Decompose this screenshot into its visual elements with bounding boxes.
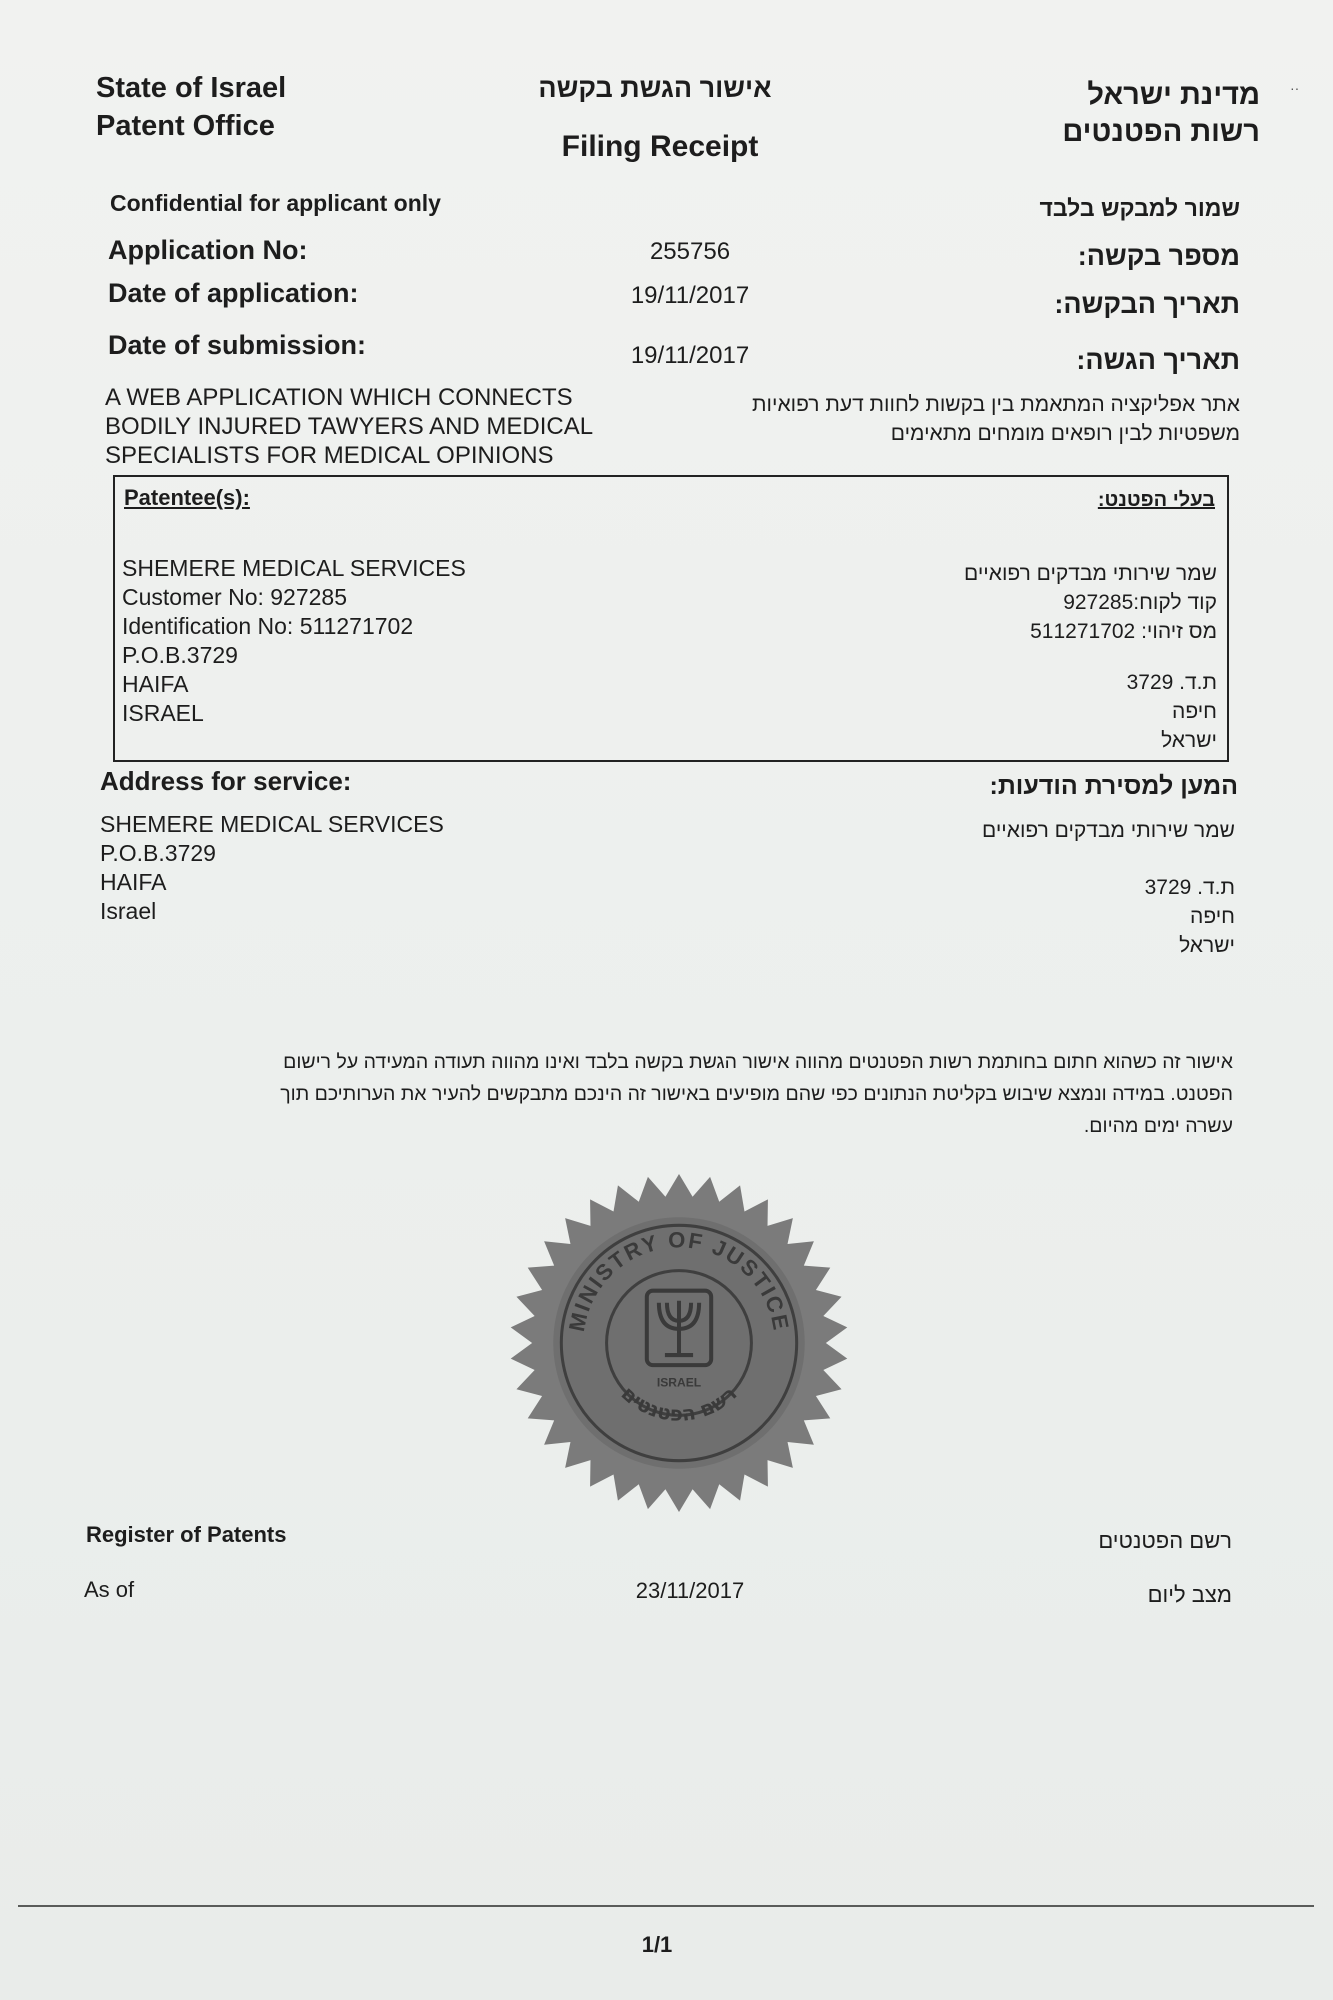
as-of-en: As of xyxy=(84,1577,135,1602)
patentee-title-he: בעלי הפטנט: xyxy=(1097,489,1215,511)
title-he: אישור הגשת בקשה xyxy=(538,73,772,103)
date-submission-label-he: תאריך הגשה: xyxy=(1076,345,1240,375)
subject-he-line: אתר אפליקציה המתאמת בין בקשות לחוות דעת רפואיות xyxy=(752,393,1240,416)
notice-paragraph xyxy=(100,1046,1233,1142)
date-submission-label-en: Date of submission: xyxy=(108,330,367,360)
date-application-value: 19/11/2017 xyxy=(630,282,750,309)
subject-he-line: משפטיות לבין רופאים מומחים מתאימים xyxy=(890,422,1240,445)
subject-en-line: SPECIALISTS FOR MEDICAL OPINIONS xyxy=(105,442,554,469)
patentee-line-he: מס זיהוי: 511271702 xyxy=(1030,620,1217,643)
register-en: Register of Patents xyxy=(86,1522,287,1547)
date-application-label-en: Date of application: xyxy=(108,278,359,308)
as-of-he: מצב ליום xyxy=(1147,1582,1232,1607)
confidential-he: שמור למבקש בלבד xyxy=(1039,195,1240,221)
office-en: Patent Office xyxy=(96,110,275,142)
service-line-en: SHEMERE MEDICAL SERVICES xyxy=(100,811,444,837)
ministry-of-justice-seal xyxy=(508,1172,850,1514)
subject-en xyxy=(105,383,665,470)
patentee-line-en: ISRAEL xyxy=(122,700,204,726)
state-he: מדינת ישראל xyxy=(1087,79,1260,111)
service-line-he: ישראל xyxy=(1179,934,1235,957)
seal-text-top: MINISTRY OF JUSTICE xyxy=(563,1227,794,1334)
register-he: רשם הפטנטים xyxy=(1098,1528,1232,1553)
confidential-en: Confidential for applicant only xyxy=(110,190,441,216)
patentee-line-he: חיפה xyxy=(1172,700,1217,723)
notice-line: עשרה ימים מהיום. xyxy=(1083,1115,1233,1137)
patentee-line-he: שמר שירותי מבדקים רפואיים xyxy=(964,562,1217,585)
seal-text-center: ISRAEL xyxy=(656,1375,702,1390)
patentee-line-en: Customer No: 927285 xyxy=(122,584,348,610)
application-no-label-en: Application No: xyxy=(108,235,308,265)
state-en: State of Israel xyxy=(96,72,287,104)
subject-he xyxy=(680,390,1240,448)
notice-line: הפטנט. במידה ונמצא שיבוש בקליטת הנתונים כפי שהם מופיעים באישור זה הינכם מתבקשים להעיר את הערותיכם תוך xyxy=(280,1083,1233,1105)
patentee-line-he: ישראל xyxy=(1161,729,1217,752)
service-title-he: המען למסירת הודעות: xyxy=(989,772,1238,800)
service-line-he: חיפה xyxy=(1190,905,1235,928)
patentee-box xyxy=(113,475,1229,762)
patentee-line-en: HAIFA xyxy=(122,671,189,697)
service-line-en: HAIFA xyxy=(100,869,167,895)
corner-mark: ·· xyxy=(1290,80,1300,96)
application-no-label-he: מספר בקשה: xyxy=(1077,241,1240,271)
seal-text-bottom: רשם הפטנטים xyxy=(616,1381,742,1426)
patentee-line-en: SHEMERE MEDICAL SERVICES xyxy=(122,555,466,581)
service-line-en: P.O.B.3729 xyxy=(100,840,216,866)
service-line-he-spacer xyxy=(830,845,1235,873)
office-he: רשות הפטנטים xyxy=(1062,116,1260,148)
service-line-he: ת.ד. 3729 xyxy=(1144,876,1235,899)
as-of-value: 23/11/2017 xyxy=(635,1578,745,1603)
service-line-en: Israel xyxy=(100,898,157,924)
patentee-lines-en xyxy=(122,554,682,728)
application-no-value: 255756 xyxy=(649,238,731,265)
date-application-label-he: תאריך הבקשה: xyxy=(1054,289,1240,319)
patentee-line-he: ת.ד. 3729 xyxy=(1126,671,1217,694)
service-line-he: שמר שירותי מבדקים רפואיים xyxy=(982,819,1235,842)
footer-divider xyxy=(18,1905,1314,1907)
patentee-line-en: Identification No: 511271702 xyxy=(122,613,414,639)
date-submission-value: 19/11/2017 xyxy=(630,342,750,369)
title-en: Filing Receipt xyxy=(561,130,759,163)
service-lines-en xyxy=(100,810,660,926)
service-title-en: Address for service: xyxy=(100,766,352,796)
patentee-title-en: Patentee(s): xyxy=(124,485,250,510)
patentee-lines-he xyxy=(815,559,1217,755)
patentee-line-he: קוד לקוח:927285 xyxy=(1063,591,1217,614)
subject-en-line: A WEB APPLICATION WHICH CONNECTS xyxy=(105,384,573,411)
page-number: 1/1 xyxy=(641,1932,673,1957)
notice-line: אישור זה כשהוא חתום בחותמת רשות הפטנטים מהווה אישור הגשת בקשה בלבד ואינו מהווה תעודה המעידה על רישום xyxy=(283,1051,1233,1073)
patentee-line-en: P.O.B.3729 xyxy=(122,642,238,668)
patentee-line-he-spacer xyxy=(815,646,1217,668)
subject-en-line: BODILY INJURED TAWYERS AND MEDICAL xyxy=(105,413,594,440)
service-lines-he xyxy=(830,816,1235,960)
